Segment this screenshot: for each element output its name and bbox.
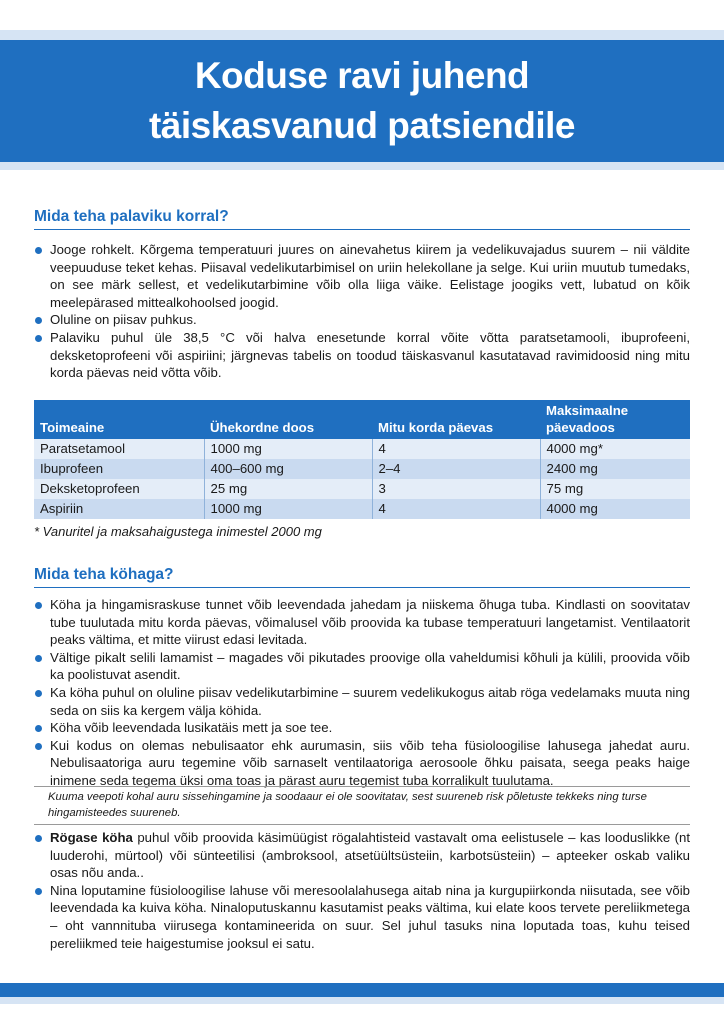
bullet-icon (35, 690, 42, 697)
bullet-icon (35, 888, 42, 895)
list-item: Kui kodus on olemas nebulisaator ehk aurumasin, siis võib teha füsioloogilise lahusega jahedat auru. Nebulisaatoriga auru tegemine võib sarnaselt ventilaatoriga aerosoole õhku paisata, seega peaks haige inimene seda tegema üksi oma toas ja pärast auru tegemist tuba korralikult tuulutama. (34, 737, 690, 790)
bullet-icon (35, 655, 42, 662)
table-cell: 25 mg (204, 479, 372, 499)
cough-section-title: Mida teha köhaga? (34, 566, 690, 588)
table-cell: 75 mg (540, 479, 690, 499)
bullet-icon (35, 835, 42, 842)
list-item: Vältige pikalt selili lamamist – magades või pikutades proovige olla vaheldumisi kõhuli ja külili, proovida võib ka poolistuvat asendit. (34, 649, 690, 684)
table-row (34, 439, 690, 459)
column-header: Ühekordne doos (204, 400, 372, 439)
bullet-icon (35, 335, 42, 342)
table-cell: 4000 mg (540, 499, 690, 519)
column-header: Mitu korda päevas (372, 400, 540, 439)
column-header: Maksimaalne päevadoos (540, 400, 690, 439)
fever-section-title: Mida teha palaviku korral? (34, 208, 690, 230)
table-cell: 2–4 (372, 459, 540, 479)
list-item: Jooge rohkelt. Kõrgema temperatuuri juures on ainevahetus kiirem ja vedelikuvajadus suurem – nii väldite veepuuduse teket kehas. Piisaval vedelikutarbimisel on uriin helekollane ja selge. Kui uriin muutub tumedaks, on see märk sellest, et vedelikutarbimine võib olla liiga väike. Eelistage joogiks vett, lubatud on kõik meelepärased mittealkohoolsed joogid. (34, 241, 690, 311)
table-cell: Paratsetamool (34, 439, 204, 459)
banner-underline (0, 162, 724, 170)
table-cell: 1000 mg (204, 439, 372, 459)
bullet-icon (35, 725, 42, 732)
top-stripe (0, 30, 724, 40)
cough-list-continued (34, 829, 690, 952)
footer-band (0, 983, 724, 997)
cough-list (34, 596, 690, 790)
table-cell: Aspiriin (34, 499, 204, 519)
table-row (34, 499, 690, 519)
list-item: Oluline on piisav puhkus. (34, 311, 690, 329)
bullet-icon (35, 602, 42, 609)
table-row (34, 459, 690, 479)
list-item: Nina loputamine füsioloogilise lahuse või meresoolalahusega aitab nina ja kurgupiirkonda niisutada, see võib leevendada ka kuiva köha. Ninaloputuskannu kasutamist peaks vältima, kui elate koos tervete pereliikmetega – oht vannnituba viirusega kontamineerida on suur. Sel juhul tasuks nina loputada toas, kuhu teised pereliikmed teie haigestumise jooksul ei satu. (34, 882, 690, 952)
column-header: Toimeaine (34, 400, 204, 439)
table-footnote: * Vanuritel ja maksahaigustega inimestel 2000 mg (34, 524, 322, 539)
list-item: Köha võib leevendada lusikatäis mett ja soe tee. (34, 719, 690, 737)
table-cell: Deksketoprofeen (34, 479, 204, 499)
table-cell: Ibuprofeen (34, 459, 204, 479)
page-title-line-1: Koduse ravi juhend (194, 55, 530, 96)
table-header-row (34, 400, 690, 439)
list-item: Ka köha puhul on oluline piisav vedelikutarbimine – suurem vedelikukogus aitab röga vedelamaks muuta ning seda on siis ka kergem välja köhida. (34, 684, 690, 719)
page-title-line-2: täiskasvanud patsiendile (148, 105, 575, 146)
table-cell: 4 (372, 499, 540, 519)
table-cell: 4 (372, 439, 540, 459)
table-cell: 4000 mg* (540, 439, 690, 459)
table-cell: 2400 mg (540, 459, 690, 479)
table-row (34, 479, 690, 499)
bullet-icon (35, 317, 42, 324)
bold-lead: Rögase köha (50, 830, 133, 845)
bullet-icon (35, 743, 42, 750)
bullet-icon (35, 247, 42, 254)
table-cell: 3 (372, 479, 540, 499)
fever-list (34, 241, 690, 382)
footer-stripe (0, 997, 724, 1004)
list-item: Palaviku puhul üle 38,5 °C või halva enesetunde korral võite võtta paratsetamooli, ibuprofeeni, deksketoprofeeni või aspiriini; järgnevas tabelis on toodud täiskasvanul kasutatavad ravimidoosid ning mitu korda päevas neid võtta võib. (34, 329, 690, 382)
list-item: Rögase köha puhul võib proovida käsimüügist rögalahtisteid vastavalt oma eelistusele – kas looduslikke (nt luuderohi, mürtool) või sünteetilisi (ambroksool, atsetüültsüsteiin, karbotsüsteiin) – apteeker oskab valiku osas nõu anda.. (34, 829, 690, 882)
title-banner (0, 40, 724, 162)
dose-table (34, 400, 690, 519)
table-cell: 400–600 mg (204, 459, 372, 479)
table-cell: 1000 mg (204, 499, 372, 519)
list-item: Köha ja hingamisraskuse tunnet võib leevendada jahedam ja niiskema õhuga tuba. Kindlasti on soovitatav tube tuulutada mitu korda päevas, võimalusel võib proovida ka tubase temperatuuri langetamist. Ventilaatorit peaks vältima, et mitte viirust edasi levitada. (34, 596, 690, 649)
warning-note: Kuuma veepoti kohal auru sissehingamine ja soodaaur ei ole soovitatav, sest suureneb risk põletuste tekkeks ning turse hingamisteedes suureneb. (34, 786, 690, 825)
